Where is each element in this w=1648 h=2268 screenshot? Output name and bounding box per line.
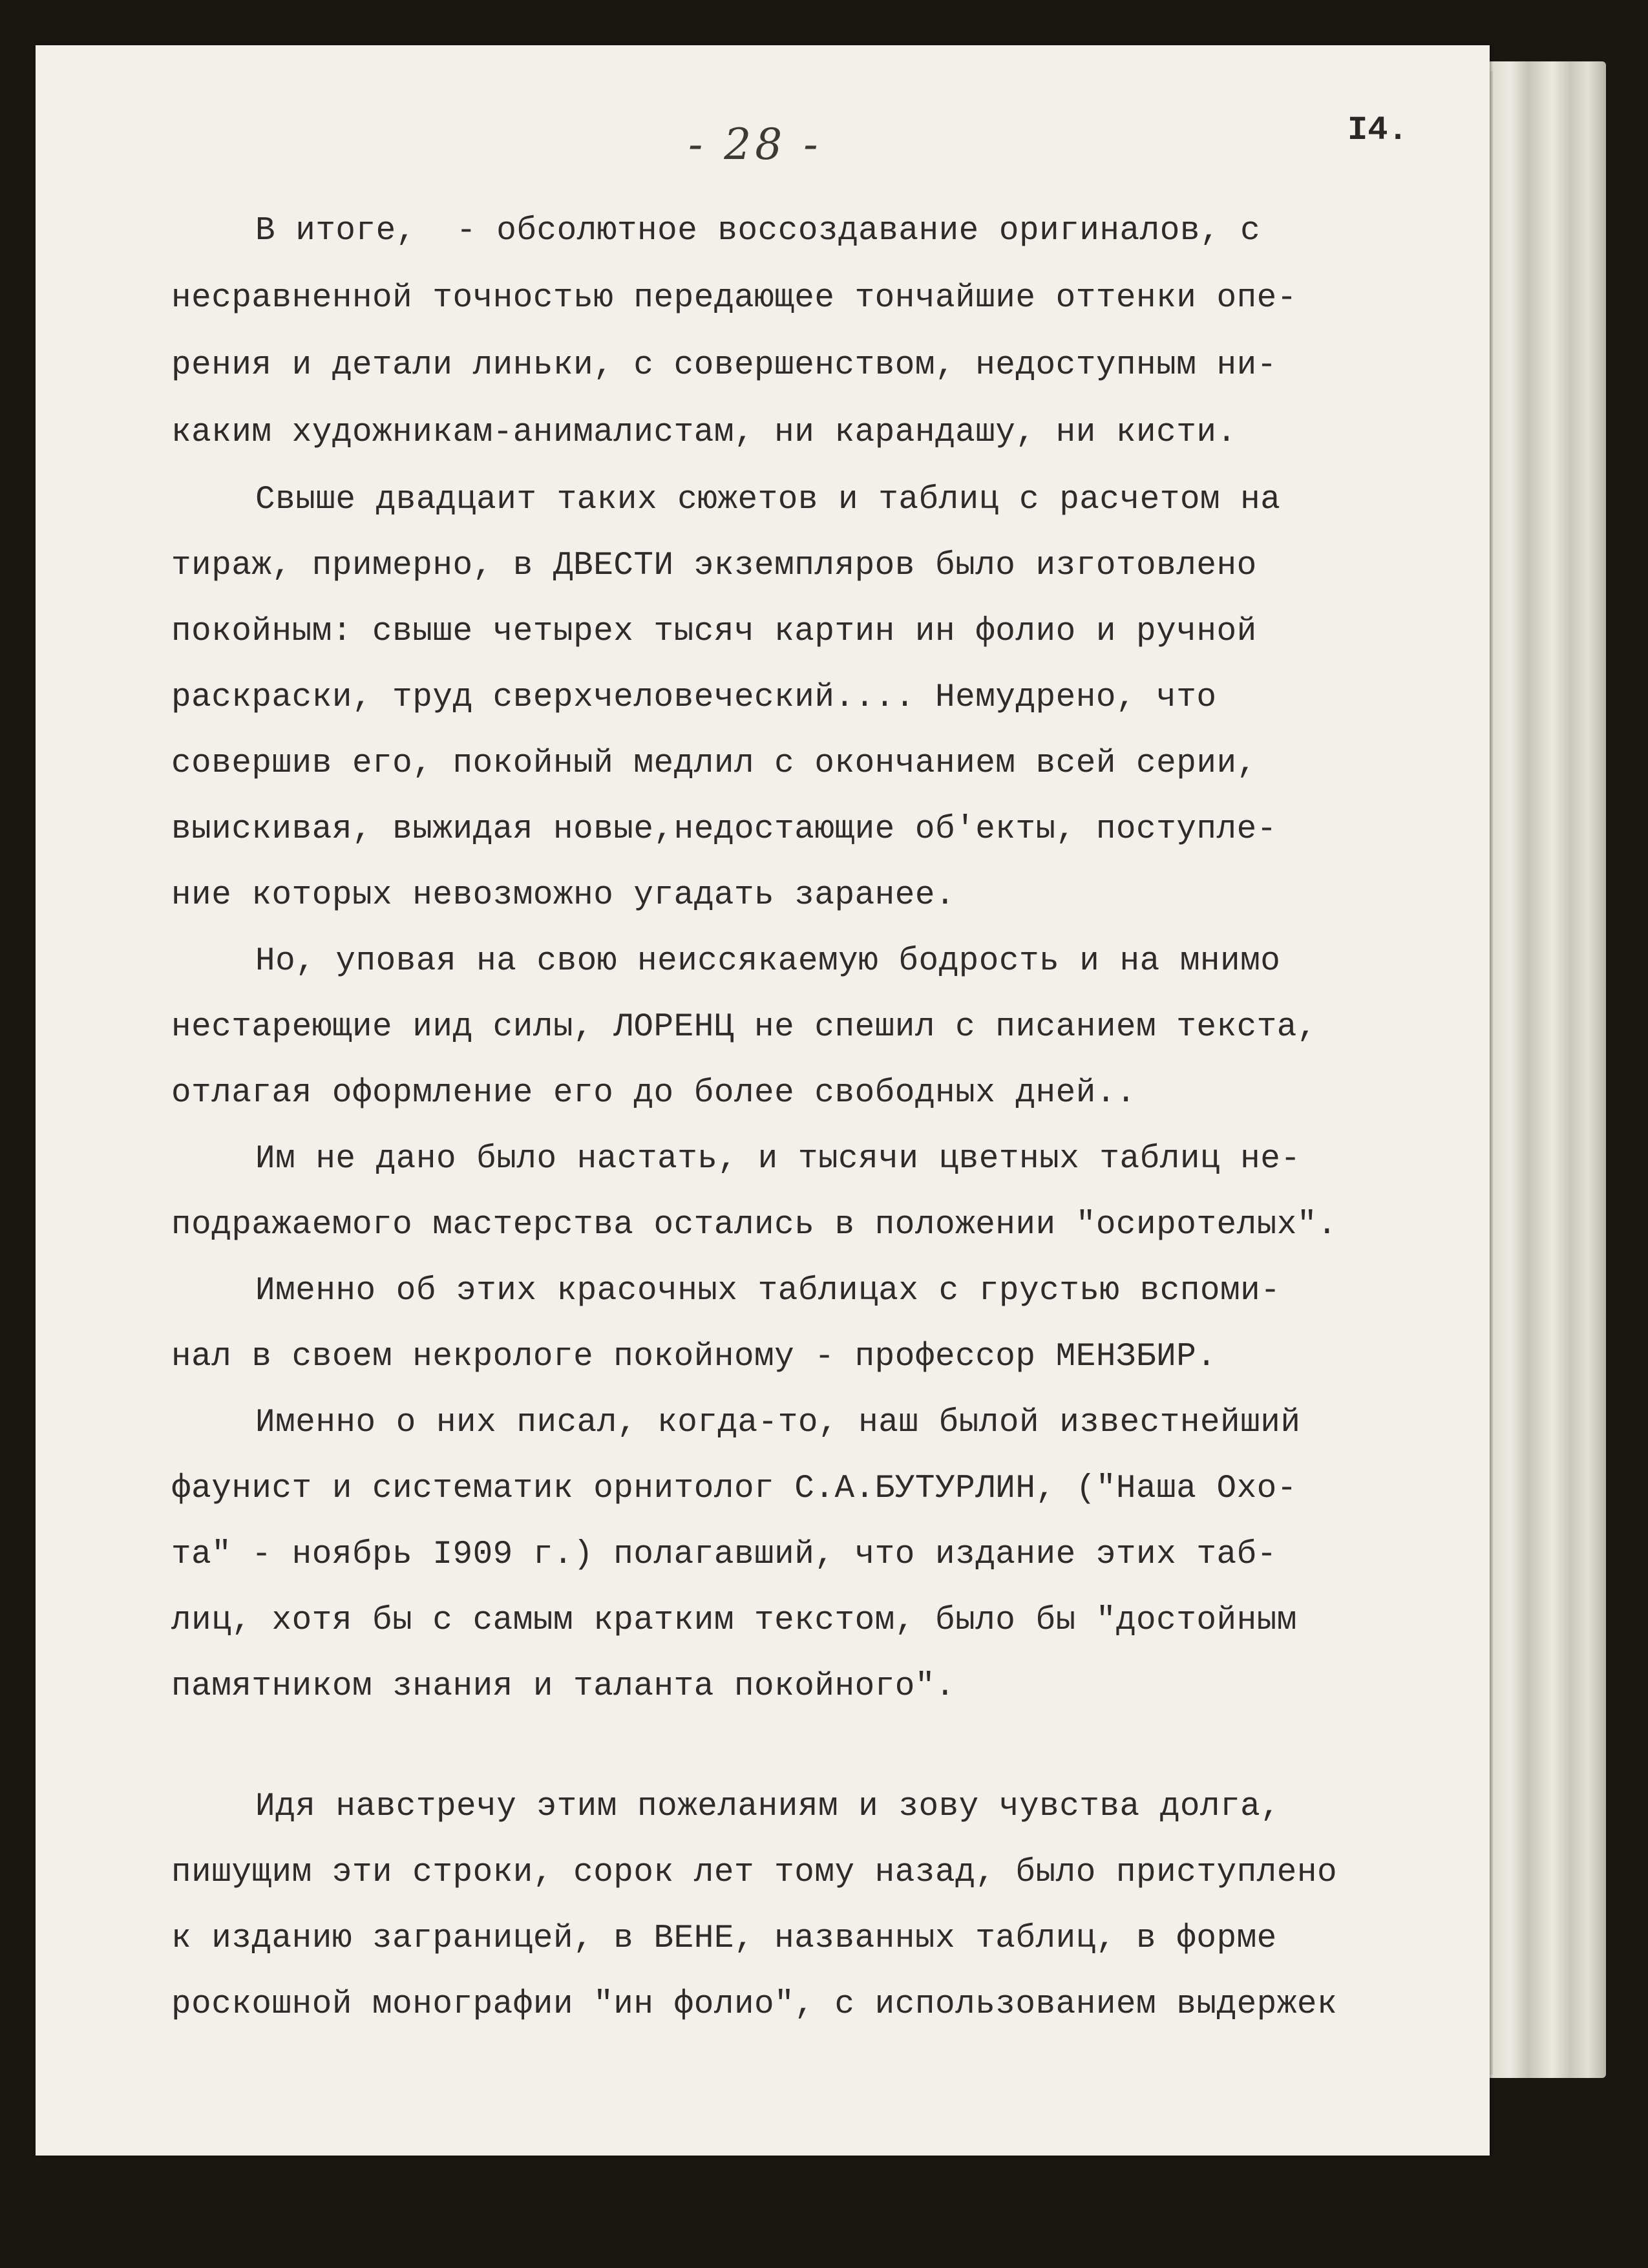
text-line: Им не дано было настать, и тысячи цветных таблиц не- [255,1141,1301,1178]
text-line: совершив его, покойный медлил с окончанием всей серии, [171,745,1257,782]
text-line: Но, уповая на свою неиссякаемую бодрость и на мнимо [255,943,1281,980]
text-line: нал в своем некрологе покойному - профессор МЕНЗБИР. [171,1339,1217,1375]
typed-page-number: I4. [1347,111,1408,149]
text-line: Именно о них писал, когда-то, наш былой известнейший [255,1404,1301,1441]
handwritten-page-number: - 28 - [688,120,822,169]
text-line: Именно об этих красочных таблицах с грустью вспоми- [255,1273,1281,1309]
text-line: несравненной точностью передающее тончайшие оттенки опе- [171,280,1297,317]
text-line: каким художникам-анималистам, ни карандашу, ни кисти. [171,414,1237,451]
text-line: покойным: свыше четырех тысяч картин ин фолио и ручной [171,613,1257,650]
text-line: к изданию заграницей, в ВЕНЕ, названных таблиц, в форме [171,1920,1277,1957]
text-line: фаунист и систематик орнитолог С.А.БУТУРЛИН, ("Наша Охо- [171,1470,1297,1507]
text-line: ние которых невозможно угадать заранее. [171,877,956,914]
text-line: лиц, хотя бы с самым кратким текстом, было бы "достойным [171,1602,1297,1639]
page-stack-edge [1486,61,1606,2078]
text-line: В итоге, - обсолютное воссоздавание оригиналов, с [255,213,1261,249]
text-line: рения и детали линьки, с совершенством, недоступным ни- [171,347,1277,384]
typewritten-page [36,45,1490,2156]
text-line: отлагая оформление его до более свободных дней.. [171,1075,1137,1112]
text-line: Идя навстречу этим пожеланиям и зову чувства долга, [255,1788,1281,1825]
text-line: роскошной монографии "ин фолио", с использованием выдержек [171,1986,1338,2023]
text-line: Свыше двадцаит таких сюжетов и таблиц с расчетом на [255,482,1281,518]
text-line: та" - ноябрь I909 г.) полагавший, что издание этих таб- [171,1536,1277,1573]
text-line: памятником знания и таланта покойного". [171,1668,956,1705]
text-line: пишущим эти строки, сорок лет тому назад, было приступлено [171,1854,1338,1891]
text-line: подражаемого мастерства остались в положении "осиротелых". [171,1207,1338,1244]
text-line: выискивая, выжидая новые,недостающие об'екты, поступле- [171,811,1277,848]
text-line: нестареющие иид силы, ЛОРЕНЦ не спешил с писанием текста, [171,1009,1317,1046]
text-line: тираж, примерно, в ДВЕСТИ экземпляров было изготовлено [171,547,1257,584]
text-line: раскраски, труд сверхчеловеческий.... Немудрено, что [171,679,1217,716]
